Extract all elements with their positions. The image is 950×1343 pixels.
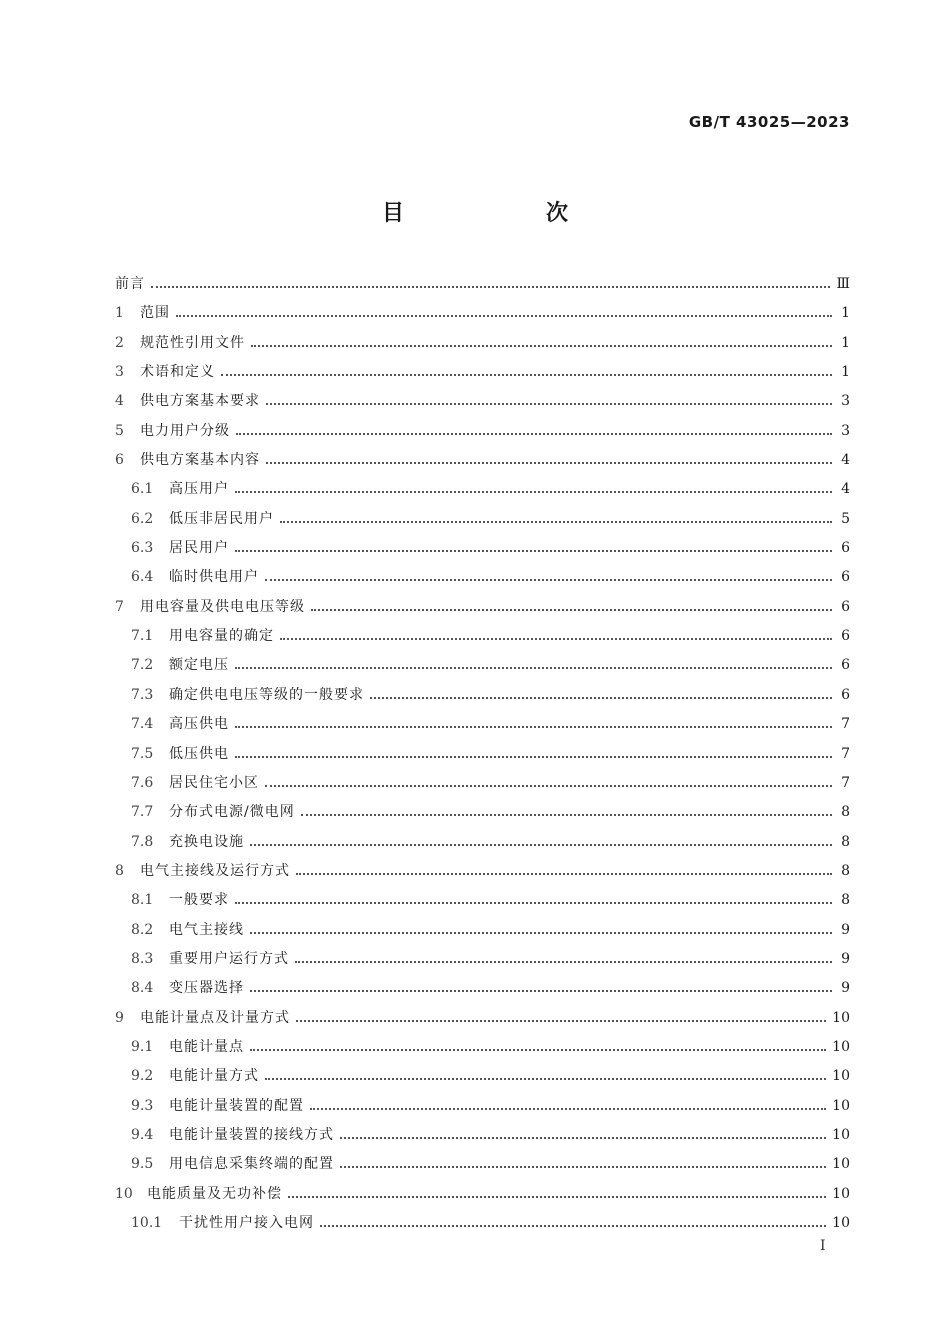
toc-entry-page: 10	[832, 1185, 850, 1202]
toc-entry[interactable]	[115, 828, 850, 857]
toc-entry-number: 7.5	[131, 745, 154, 762]
toc-entry-number: 5	[115, 422, 124, 439]
dot-leader	[295, 961, 832, 963]
dot-leader	[221, 374, 832, 376]
toc-entry-label: 用电容量的确定	[169, 628, 274, 645]
toc-entry-label: 低压供电	[169, 745, 229, 762]
toc-entry[interactable]	[115, 974, 850, 1003]
toc-entry[interactable]	[115, 916, 850, 945]
dot-leader	[176, 315, 832, 317]
toc-entry-page: 9	[841, 950, 850, 967]
toc-entry-page: 1	[841, 305, 850, 322]
toc-entry[interactable]	[115, 710, 850, 739]
toc-entry[interactable]	[115, 387, 850, 416]
toc-entry-page: 8	[841, 892, 850, 909]
toc-entry-label: 前言	[115, 276, 145, 292]
toc-title: 目 次	[381, 201, 628, 226]
toc-entry-page: 8	[841, 804, 850, 821]
dot-leader	[266, 462, 832, 464]
dot-leader	[340, 1166, 826, 1168]
page-folio: Ⅰ	[820, 1238, 826, 1254]
toc-entry-page: 7	[841, 774, 850, 791]
toc-entry[interactable]	[115, 446, 850, 475]
toc-entry[interactable]	[115, 329, 850, 358]
dot-leader	[370, 697, 832, 699]
toc-entry-number: 6	[115, 452, 124, 469]
toc-entry[interactable]	[115, 475, 850, 504]
toc-entry-label: 干扰性用户接入电网	[179, 1215, 314, 1231]
toc-entry-page: 3	[841, 393, 850, 410]
dot-leader	[265, 579, 832, 581]
toc-entry[interactable]	[115, 1062, 850, 1091]
dot-leader	[235, 726, 832, 728]
toc-entry-page: 5	[841, 510, 850, 527]
toc-entry[interactable]	[115, 622, 850, 651]
toc-entry[interactable]	[115, 740, 850, 769]
dot-leader	[151, 286, 830, 288]
toc-entry-label: 高压供电	[169, 716, 229, 733]
toc-entry-label: 电能计量装置的配置	[169, 1097, 304, 1114]
toc-entry-number: 7.6	[131, 774, 154, 791]
toc-entry-number: 4	[115, 393, 124, 410]
toc-entry-label: 电能质量及无功补偿	[147, 1185, 282, 1202]
toc-entry-number: 8.4	[131, 980, 154, 997]
dot-leader	[340, 1137, 826, 1139]
toc-entry-label: 确定供电电压等级的一般要求	[169, 686, 364, 703]
toc-entry-label: 电能计量点及计量方式	[140, 1009, 290, 1026]
toc-entry[interactable]	[115, 563, 850, 592]
toc-entry[interactable]	[115, 270, 850, 299]
toc-entry-number: 9.1	[131, 1038, 154, 1055]
dot-leader	[250, 844, 832, 846]
toc-entry-label: 充换电设施	[169, 833, 244, 850]
toc-entry-page: 10	[832, 1068, 850, 1085]
dot-leader	[250, 990, 832, 992]
dot-leader	[235, 902, 832, 904]
toc-entry-page: 10	[832, 1215, 850, 1231]
toc-entry-page: 8	[841, 862, 850, 879]
toc-entry-page: 10	[832, 1009, 850, 1026]
toc-entry[interactable]	[115, 1033, 850, 1062]
toc-entry[interactable]	[115, 417, 850, 446]
toc-entry-page: 10	[832, 1097, 850, 1114]
toc-entry-page: 6	[841, 569, 850, 586]
toc-entry[interactable]	[115, 593, 850, 622]
toc-entry-page: Ⅲ	[836, 276, 850, 292]
toc-entry-number: 8	[115, 862, 124, 879]
toc-entry-label: 供电方案基本内容	[140, 452, 260, 469]
toc-entry-label: 规范性引用文件	[140, 334, 245, 351]
toc-entry-page: 10	[832, 1156, 850, 1173]
dot-leader	[235, 667, 832, 669]
toc-entry-page: 7	[841, 716, 850, 733]
toc-entry[interactable]	[115, 1180, 850, 1209]
toc-entry-label: 电能计量装置的接线方式	[169, 1126, 334, 1143]
toc-entry-number: 7.1	[131, 628, 154, 645]
toc-entry-label: 变压器选择	[169, 980, 244, 997]
toc-entry-label: 一般要求	[169, 892, 229, 909]
toc-entry-label: 低压非居民用户	[169, 510, 274, 527]
standard-code: GB/T 43025—2023	[688, 113, 850, 131]
toc-entry-page: 6	[841, 686, 850, 703]
toc-entry[interactable]	[115, 1092, 850, 1121]
toc-entry-number: 6.2	[131, 510, 154, 527]
toc-entry-label: 术语和定义	[140, 364, 215, 381]
toc-entry-label: 重要用户运行方式	[169, 950, 289, 967]
toc-entry-label: 额定电压	[169, 657, 229, 674]
toc-entry-number: 7.2	[131, 657, 154, 674]
toc-entry-label: 电能计量点	[169, 1038, 244, 1055]
toc-entry[interactable]	[115, 769, 850, 798]
toc-entry[interactable]	[115, 534, 850, 563]
dot-leader	[235, 756, 832, 758]
toc-entry-page: 9	[841, 921, 850, 938]
dot-leader	[288, 1196, 826, 1198]
dot-leader	[296, 1020, 826, 1022]
toc-entry-page: 10	[832, 1126, 850, 1143]
toc-entry-label: 电气主接线	[169, 921, 244, 938]
table-of-contents	[115, 270, 850, 1238]
toc-entry-page: 6	[841, 657, 850, 674]
dot-leader	[266, 403, 832, 405]
toc-entry-page: 1	[841, 364, 850, 381]
dot-leader	[235, 550, 832, 552]
dot-leader	[280, 521, 832, 523]
toc-entry-label: 电力用户分级	[140, 422, 230, 439]
toc-entry-page: 10	[832, 1038, 850, 1055]
toc-entry-number: 7.7	[131, 804, 154, 821]
toc-entry-number: 9.2	[131, 1068, 154, 1085]
toc-entry[interactable]	[115, 1004, 850, 1033]
dot-leader	[265, 1078, 826, 1080]
toc-entry-label: 临时供电用户	[169, 569, 259, 586]
toc-entry-number: 1	[115, 305, 124, 322]
toc-entry-number: 9.4	[131, 1126, 154, 1143]
toc-entry-number: 6.4	[131, 569, 154, 586]
toc-entry-label: 居民用户	[169, 540, 229, 557]
toc-entry-number: 6.1	[131, 481, 154, 498]
toc-entry-page: 9	[841, 980, 850, 997]
toc-entry[interactable]	[115, 886, 850, 915]
toc-entry-page: 8	[841, 833, 850, 850]
toc-entry-number: 6.3	[131, 540, 154, 557]
toc-entry-number: 3	[115, 364, 124, 381]
toc-entry[interactable]	[115, 798, 850, 827]
toc-entry-page: 1	[841, 334, 850, 351]
toc-entry-page: 3	[841, 422, 850, 439]
toc-entry-number: 7.4	[131, 716, 154, 733]
toc-entry-number: 9	[115, 1009, 124, 1026]
toc-entry-label: 用电容量及供电电压等级	[140, 598, 305, 615]
toc-entry[interactable]	[115, 1209, 850, 1238]
dot-leader	[236, 433, 832, 435]
toc-entry-number: 8.1	[131, 892, 154, 909]
toc-entry-number: 9.3	[131, 1097, 154, 1114]
toc-entry-number: 9.5	[131, 1156, 154, 1173]
toc-entry-number: 7	[115, 598, 124, 615]
toc-entry[interactable]	[115, 299, 850, 328]
toc-entry-page: 6	[841, 598, 850, 615]
toc-entry-number: 10.1	[131, 1215, 163, 1231]
toc-entry-page: 4	[841, 452, 850, 469]
toc-entry-number: 7.3	[131, 686, 154, 703]
toc-entry[interactable]	[115, 651, 850, 680]
dot-leader	[250, 1049, 826, 1051]
dot-leader	[251, 345, 832, 347]
toc-entry-label: 高压用户	[169, 481, 229, 498]
dot-leader	[265, 785, 832, 787]
toc-entry-label: 范围	[140, 305, 170, 322]
toc-entry-page: 6	[841, 628, 850, 645]
toc-entry-label: 居民住宅小区	[169, 774, 259, 791]
toc-entry-label: 电气主接线及运行方式	[140, 862, 290, 879]
toc-entry[interactable]	[115, 1150, 850, 1179]
dot-leader	[296, 873, 832, 875]
toc-entry-label: 分布式电源/微电网	[169, 804, 295, 821]
dot-leader	[311, 609, 832, 611]
toc-entry-label: 用电信息采集终端的配置	[169, 1156, 334, 1173]
dot-leader	[310, 1108, 826, 1110]
toc-entry-page: 4	[841, 481, 850, 498]
toc-entry-number: 2	[115, 334, 124, 351]
toc-entry-number: 7.8	[131, 833, 154, 850]
toc-entry[interactable]	[115, 1121, 850, 1150]
toc-entry[interactable]	[115, 505, 850, 534]
dot-leader	[301, 814, 832, 816]
toc-entry-label: 电能计量方式	[169, 1068, 259, 1085]
toc-entry[interactable]	[115, 681, 850, 710]
toc-entry-number: 10	[115, 1185, 133, 1202]
dot-leader	[320, 1225, 826, 1227]
toc-entry[interactable]	[115, 358, 850, 387]
toc-entry-number: 8.2	[131, 921, 154, 938]
toc-entry-page: 6	[841, 540, 850, 557]
toc-entry-label: 供电方案基本要求	[140, 393, 260, 410]
dot-leader	[280, 638, 832, 640]
toc-entry[interactable]	[115, 857, 850, 886]
dot-leader	[250, 932, 832, 934]
toc-entry-page: 7	[841, 745, 850, 762]
dot-leader	[235, 491, 832, 493]
toc-entry[interactable]	[115, 945, 850, 974]
toc-entry-number: 8.3	[131, 950, 154, 967]
